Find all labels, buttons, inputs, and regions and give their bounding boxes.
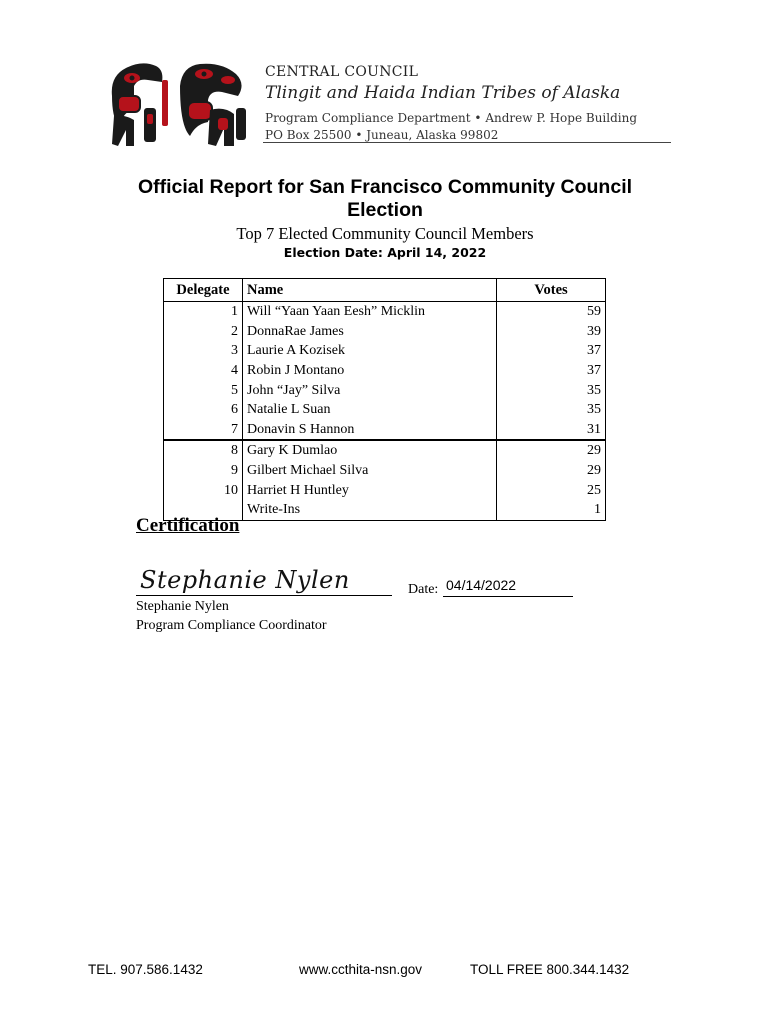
results-table bbox=[163, 278, 606, 521]
letterhead-divider bbox=[263, 142, 671, 143]
date-line bbox=[443, 596, 573, 597]
delegate-cell: 1 bbox=[164, 302, 243, 322]
delegate-cell: 2 bbox=[164, 322, 243, 342]
name-cell: Natalie L Suan bbox=[243, 400, 497, 420]
election-date: Election Date: April 14, 2022 bbox=[283, 245, 487, 260]
table-row bbox=[164, 380, 606, 400]
votes-cell: 59 bbox=[587, 304, 601, 320]
votes-cell: 37 bbox=[587, 343, 601, 359]
org-address: PO Box 25500 • Juneau, Alaska 99802 bbox=[265, 128, 499, 142]
name-cell: Gilbert Michael Silva bbox=[243, 461, 497, 481]
footer-toll-free: TOLL FREE 800.344.1432 bbox=[470, 962, 630, 977]
footer-telephone: TEL. 907.586.1432 bbox=[88, 962, 203, 977]
votes-cell: 29 bbox=[587, 463, 601, 479]
certification-heading: Certification bbox=[136, 515, 240, 536]
delegate-cell: 5 bbox=[164, 380, 243, 400]
table-row bbox=[164, 440, 606, 461]
handwritten-signature: Stephanie Nylen bbox=[140, 566, 350, 594]
name-cell: DonnaRae James bbox=[243, 322, 497, 342]
votes-cell: 39 bbox=[587, 323, 601, 339]
table-header-row bbox=[164, 279, 606, 302]
signature-line bbox=[136, 595, 392, 596]
votes-cell: 25 bbox=[587, 482, 601, 498]
votes-cell: 35 bbox=[587, 382, 601, 398]
table-row bbox=[164, 322, 606, 342]
delegate-cell: 4 bbox=[164, 361, 243, 381]
signer-title: Program Compliance Coordinator bbox=[136, 618, 327, 633]
votes-cell: 37 bbox=[587, 363, 601, 379]
delegate-cell: 6 bbox=[164, 400, 243, 420]
name-cell: Gary K Dumlao bbox=[243, 440, 497, 461]
delegate-cell: 8 bbox=[164, 440, 243, 461]
name-cell: Robin J Montano bbox=[243, 361, 497, 381]
name-cell: Laurie A Kozisek bbox=[243, 341, 497, 361]
org-department: Program Compliance Department • Andrew P. Hope Building bbox=[265, 111, 638, 125]
name-cell: Harriet H Huntley bbox=[243, 480, 497, 500]
votes-cell: 1 bbox=[594, 502, 601, 518]
report-title: Official Report for San Francisco Community Council Election bbox=[137, 176, 633, 221]
table-row bbox=[164, 302, 606, 322]
delegate-cell: 9 bbox=[164, 461, 243, 481]
votes-cell: 29 bbox=[497, 440, 606, 461]
table-row bbox=[164, 341, 606, 361]
header-name: Name bbox=[243, 279, 497, 302]
signer-name: Stephanie Nylen bbox=[136, 599, 229, 614]
org-name-line1: CENTRAL COUNCIL bbox=[265, 64, 419, 80]
table-row bbox=[164, 480, 606, 500]
votes-cell: 35 bbox=[587, 402, 601, 418]
name-cell: Donavin S Hannon bbox=[243, 420, 497, 441]
report-subtitle: Top 7 Elected Community Council Members bbox=[236, 224, 534, 243]
delegate-cell: 10 bbox=[164, 480, 243, 500]
name-cell: John “Jay” Silva bbox=[243, 380, 497, 400]
table-row bbox=[164, 400, 606, 420]
delegate-cell: 7 bbox=[164, 420, 243, 441]
header-votes: Votes bbox=[534, 281, 568, 298]
table-row bbox=[164, 461, 606, 481]
name-cell: Write-Ins bbox=[243, 500, 497, 520]
delegate-cell: 3 bbox=[164, 341, 243, 361]
date-field: 04/14/2022 bbox=[446, 577, 517, 593]
table-row bbox=[164, 361, 606, 381]
name-cell: Will “Yaan Yaan Eesh” Micklin bbox=[243, 302, 497, 322]
votes-cell: 31 bbox=[587, 421, 601, 437]
org-name-line2: Tlingit and Haida Indian Tribes of Alaska bbox=[265, 83, 621, 103]
header-delegate: Delegate bbox=[164, 279, 243, 302]
date-label: Date: bbox=[408, 582, 439, 597]
footer-website: www.ccthita-nsn.gov bbox=[299, 962, 423, 977]
tribal-logo-icon bbox=[104, 56, 254, 154]
table-row bbox=[164, 420, 606, 441]
